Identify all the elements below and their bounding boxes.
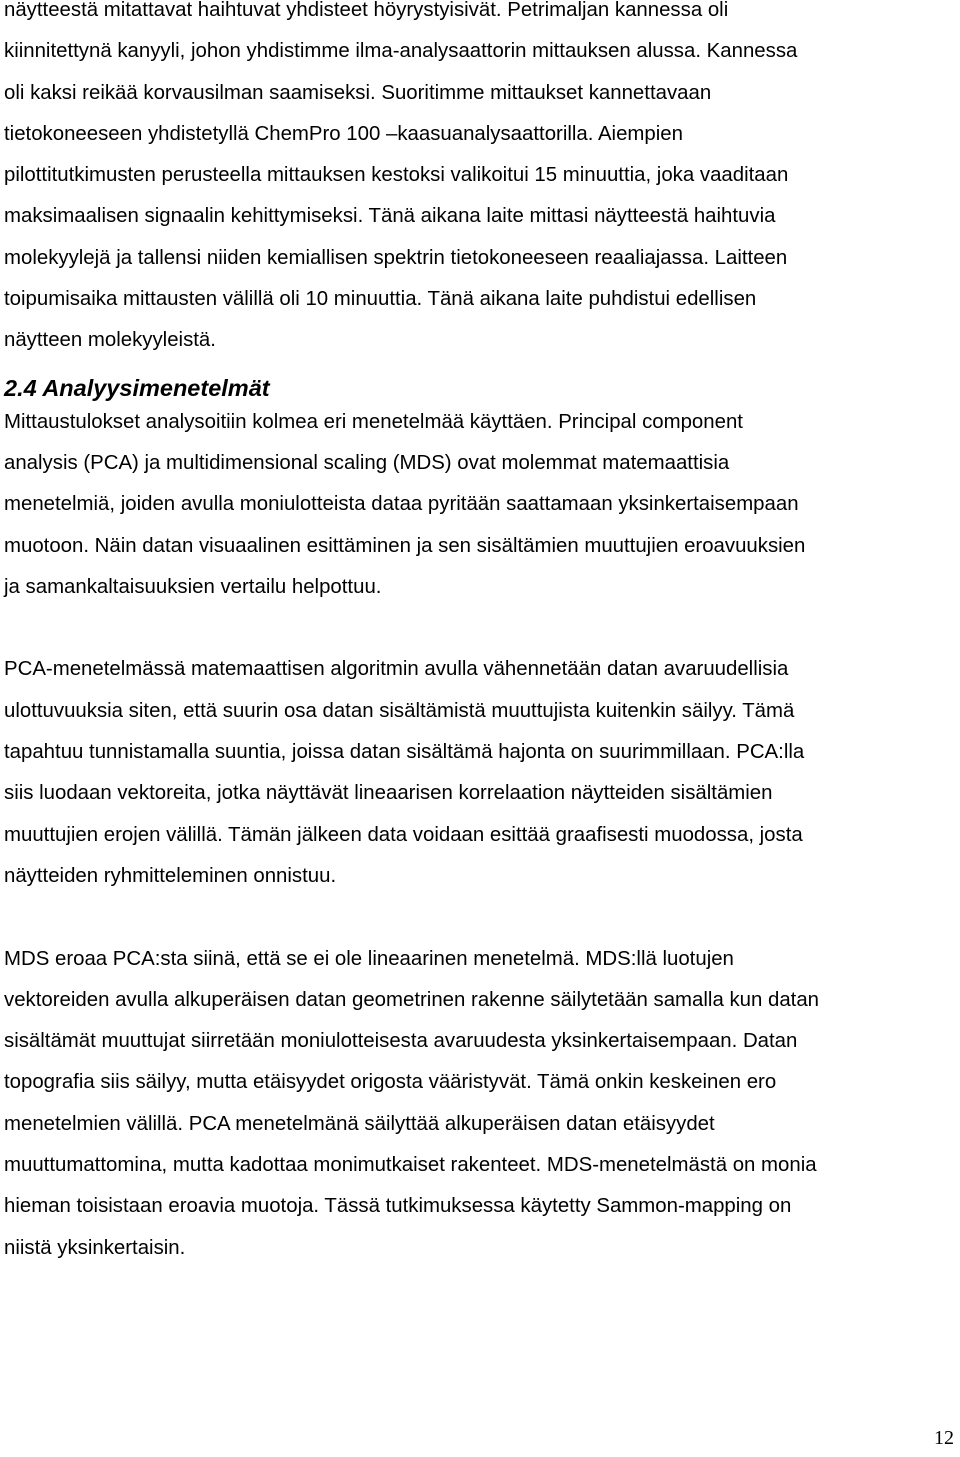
text-line: topografia siis säilyy, mutta etäisyydet origosta vääristyvät. Tämä onkin keskeinen ero	[4, 1071, 777, 1094]
text-line: tietokoneeseen yhdistetyllä ChemPro 100 –kaasuanalysaattorilla. Aiempien	[4, 122, 683, 145]
text-line: muotoon. Näin datan visuaalinen esittäminen ja sen sisältämien muuttujien eroavuuksien	[4, 534, 806, 557]
document-page	[4, 0, 958, 1269]
text-line: menetelmien välillä. PCA menetelmänä säilyttää alkuperäisen datan etäisyydet	[4, 1112, 715, 1135]
text-line: maksimaalisen signaalin kehittymiseksi. Tänä aikana laite mittasi näytteestä haihtuvia	[4, 205, 776, 228]
text-line: niistä yksinkertaisin.	[4, 1236, 186, 1259]
text-line: muuttujien erojen välillä. Tämän jälkeen data voidaan esittää graafisesti muodossa, josta	[4, 823, 803, 846]
text-line: kiinnitettynä kanyyli, johon yhdistimme ilma-analysaattorin mittauksen alussa. Kannessa	[4, 40, 798, 63]
text-line: molekyylejä ja tallensi niiden kemiallisen spektrin tietokoneeseen reaaliajassa. Laitteen	[4, 246, 788, 269]
paragraph-spacer	[4, 897, 958, 938]
text-line: toipumisaika mittausten välillä oli 10 minuuttia. Tänä aikana laite puhdistui edellisen	[4, 288, 757, 311]
section-heading: 2.4 Analyysimenetelmät	[4, 374, 270, 401]
text-line: pilottitutkimusten perusteella mittauksen kestoksi valikoitui 15 minuuttia, joka vaaditaan	[4, 164, 789, 187]
text-line: PCA-menetelmässä matemaattisen algoritmin avulla vähennetään datan avaruudellisia	[4, 658, 789, 681]
paragraph-pca	[4, 649, 958, 897]
text-line: hieman toisistaan eroavia muotoja. Tässä tutkimuksessa käytetty Sammon-mapping on	[4, 1195, 792, 1218]
text-line: Mittaustulokset analysoitiin kolmea eri menetelmää käyttäen. Principal component	[4, 410, 743, 433]
text-line: näytteiden ryhmitteleminen onnistuu.	[4, 864, 337, 887]
text-line: siis luodaan vektoreita, jotka näyttävät lineaarisen korrelaation näytteiden sisältämien	[4, 782, 773, 805]
paragraph-measurement-procedure	[4, 0, 958, 362]
text-line: sisältämät muuttujat siirretään moniulotteisesta avaruudesta yksinkertaisempaan. Datan	[4, 1030, 798, 1053]
text-line: vektoreiden avulla alkuperäisen datan geometrinen rakenne säilytetään samalla kun datan	[4, 988, 820, 1011]
paragraph-analysis-methods-intro	[4, 402, 958, 608]
text-line: menetelmiä, joiden avulla moniulotteista dataa pyritään saattamaan yksinkertaisempaan	[4, 493, 799, 516]
text-line: MDS eroaa PCA:sta siinä, että se ei ole lineaarinen menetelmä. MDS:llä luotujen	[4, 947, 734, 970]
text-line: tapahtuu tunnistamalla suuntia, joissa datan sisältämä hajonta on suurimmillaan. PCA:lla	[4, 741, 805, 764]
text-line: analysis (PCA) ja multidimensional scaling (MDS) ovat molemmat matemaattisia	[4, 451, 730, 474]
text-line: näytteen molekyyleistä.	[4, 329, 216, 352]
text-line: muuttumattomina, mutta kadottaa monimutkaiset rakenteet. MDS-menetelmästä on monia	[4, 1154, 817, 1177]
text-line: oli kaksi reikää korvausilman saamiseksi. Suoritimme mittaukset kannettavaan	[4, 81, 712, 104]
paragraph-spacer	[4, 608, 958, 649]
paragraph-mds	[4, 939, 958, 1269]
page-number: 12	[934, 1427, 954, 1449]
text-line: näytteestä mitattavat haihtuvat yhdisteet höyrystyisivät. Petrimaljan kannessa oli	[4, 0, 729, 21]
text-line: ja samankaltaisuuksien vertailu helpottuu.	[4, 575, 382, 598]
text-line: ulottuvuuksia siten, että suurin osa datan sisältämistä muuttujista kuitenkin säilyy. Tämä	[4, 699, 795, 722]
